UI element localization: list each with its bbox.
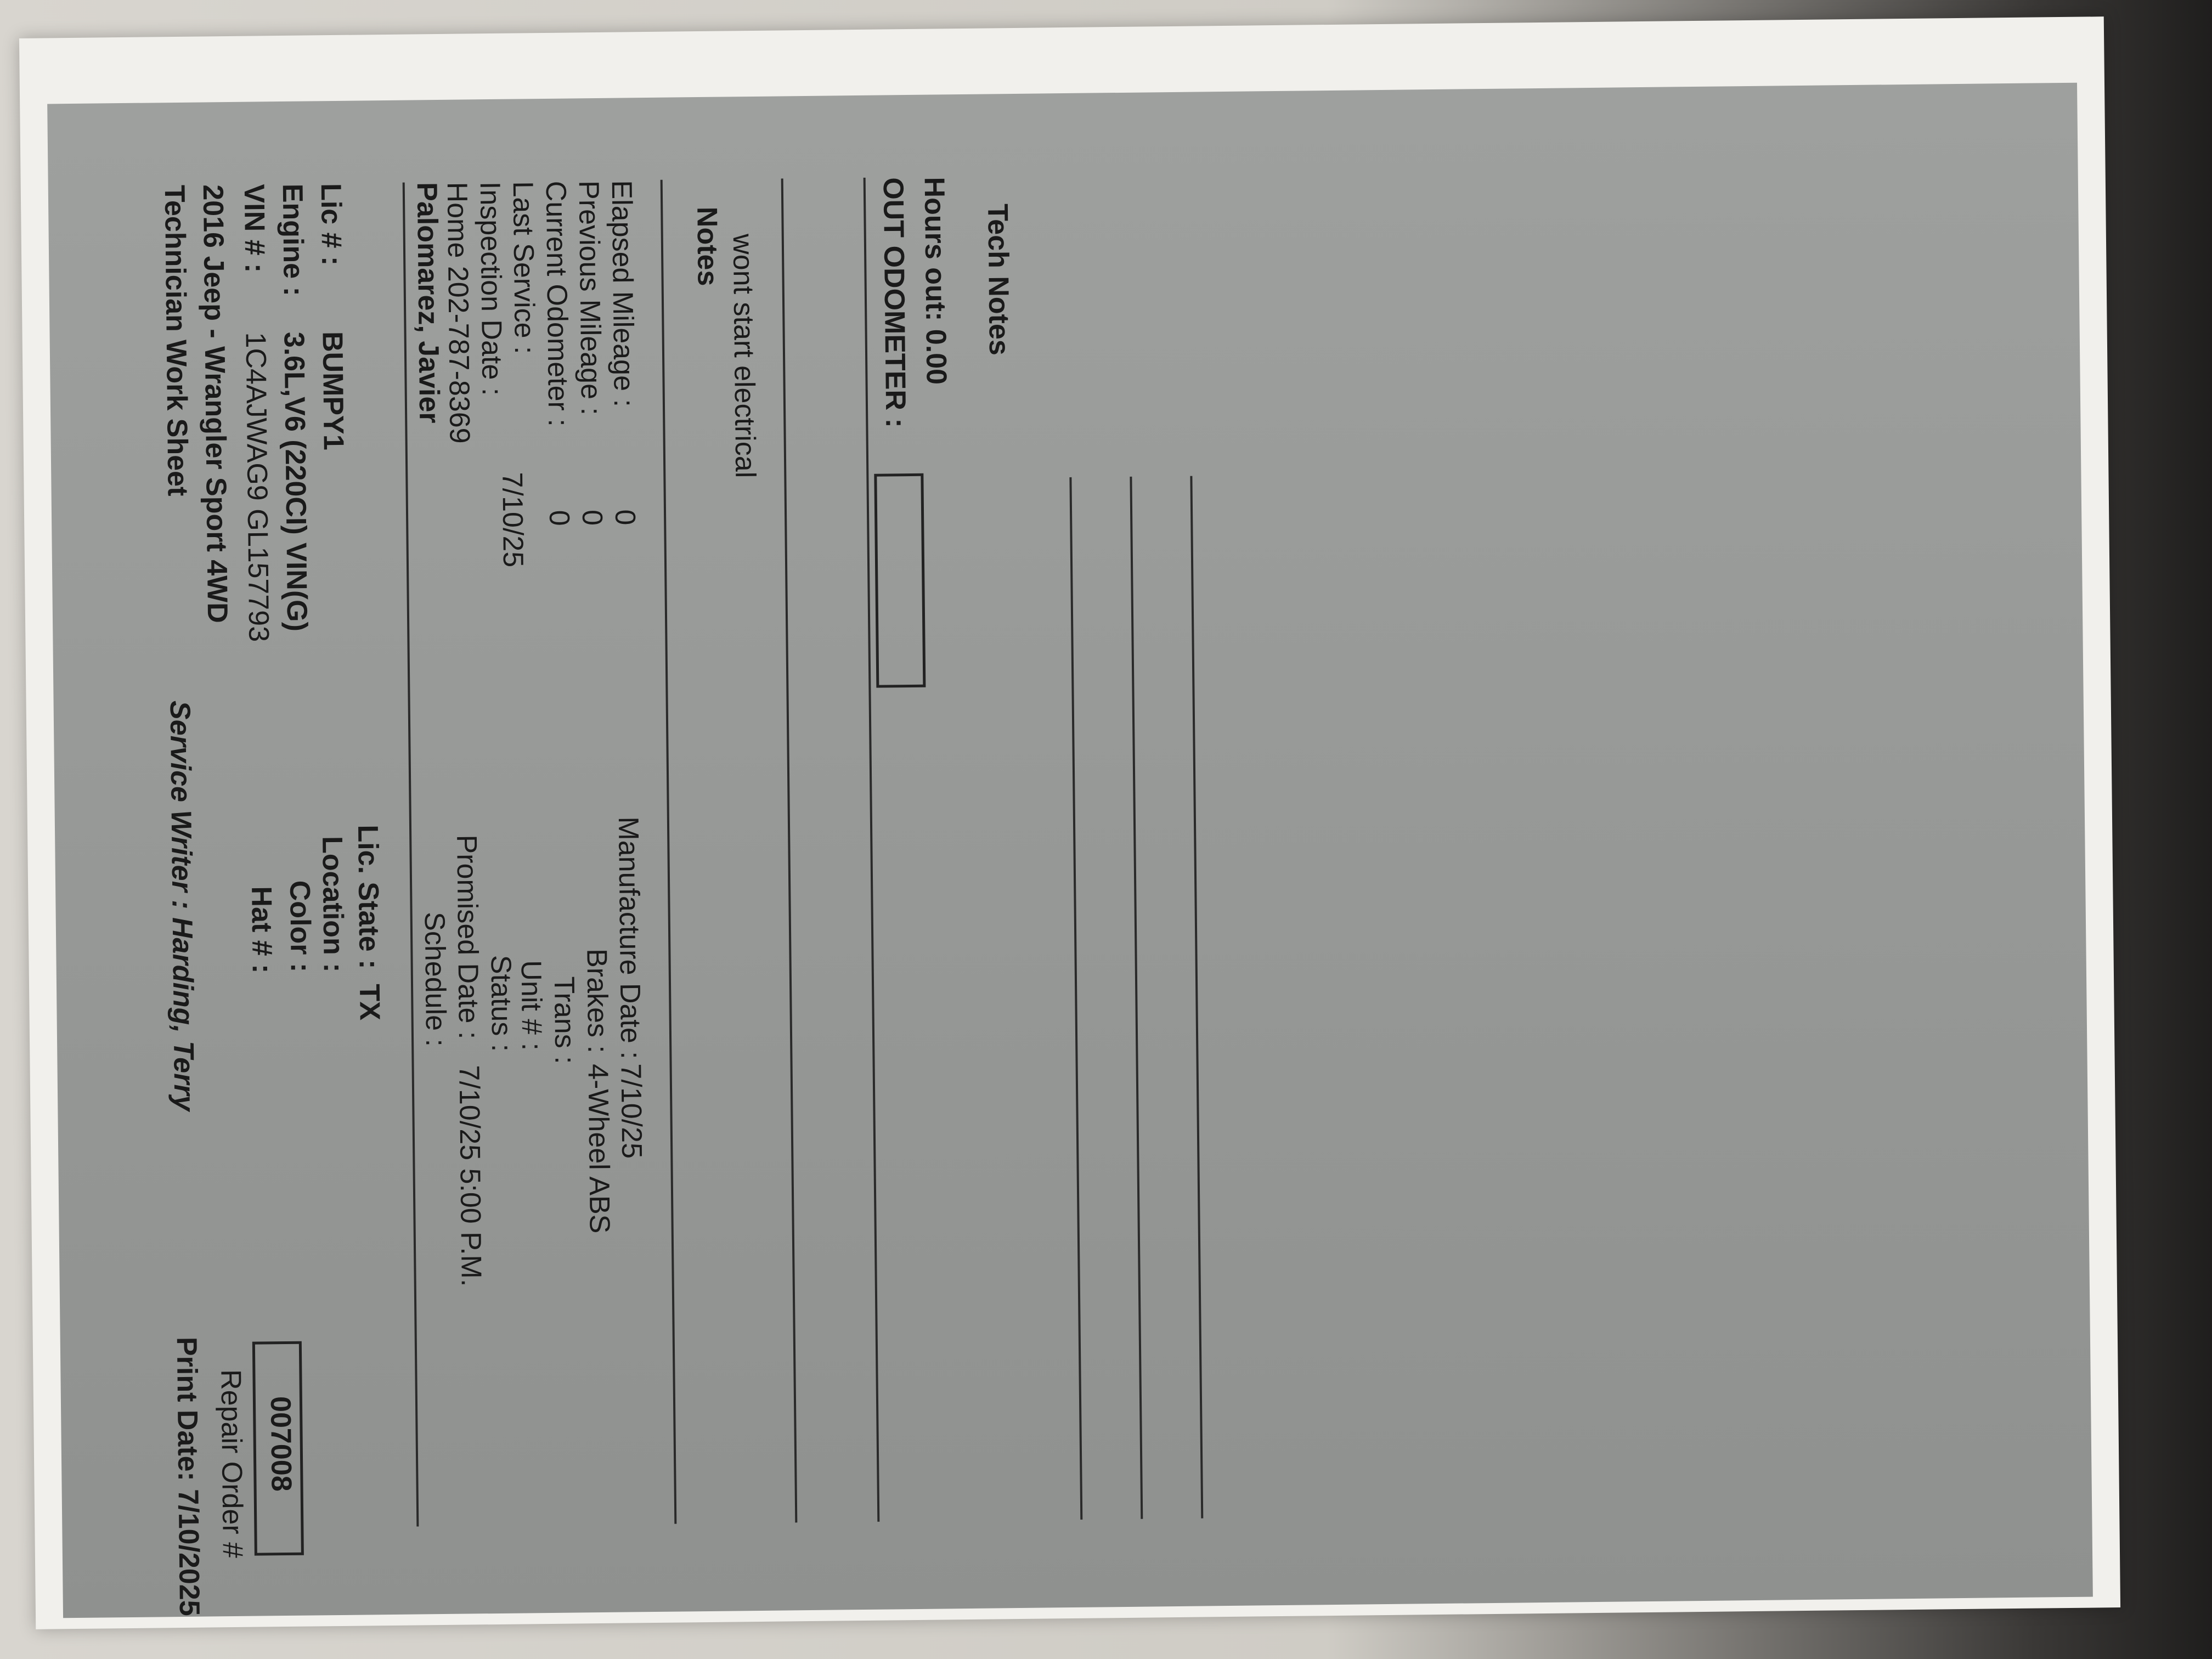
service-writer: Service Writer : Harding, Terry xyxy=(163,700,200,1111)
engine-value: 3.6L,V6 (220CI) VIN(G) xyxy=(278,331,313,632)
manufacture-date-label: Manufacture Date : xyxy=(612,816,647,1059)
hours-out: Hours out: 0.00 xyxy=(918,177,952,385)
previous-mileage-value: 0 xyxy=(575,509,608,526)
trans-label: Trans : xyxy=(548,976,581,1064)
tech-notes-heading: Tech Notes xyxy=(981,204,1015,356)
notes-divider xyxy=(781,178,798,1522)
current-odometer-value: 0 xyxy=(543,510,575,526)
work-sheet-document xyxy=(0,88,1577,1624)
elapsed-mileage-label: Elapsed Mileage : xyxy=(605,180,640,408)
engine-label: Engine : xyxy=(276,183,309,297)
lic-state-label: Lic. State : xyxy=(351,825,385,969)
color-label: Color : xyxy=(284,880,317,973)
out-odometer-label: OUT ODOMETER : xyxy=(877,177,912,428)
elapsed-mileage-value: 0 xyxy=(608,509,641,526)
customer-name: Palomarez, Javier xyxy=(410,182,445,424)
lic-label: Lic # : xyxy=(314,183,348,266)
brakes-value: 4-Wheel ABS xyxy=(582,1063,616,1234)
unit-label: Unit # : xyxy=(515,960,548,1051)
inspection-date-value: 7/10/25 xyxy=(496,472,529,568)
status-label: Status : xyxy=(484,955,518,1052)
hat-label: Hat # : xyxy=(245,886,278,974)
odometer-divider xyxy=(864,178,880,1522)
tech-notes-line-3 xyxy=(1190,476,1203,1519)
customer-divider xyxy=(661,180,677,1524)
notes-text: wont start electrical xyxy=(726,233,761,478)
promised-date-value: 7/10/25 5:00 P.M. xyxy=(453,1065,487,1287)
lic-state-value: TX xyxy=(353,984,386,1021)
lic-value: BUMPY1 xyxy=(316,331,349,451)
current-odometer-label: Current Odometer : xyxy=(539,180,574,427)
print-date: Print Date: 7/10/2025 xyxy=(170,1336,206,1616)
repair-order-label: Repair Order # xyxy=(215,1369,249,1559)
vin-value: 1C4AJWAG9 GL157793 xyxy=(239,332,275,642)
schedule-label: Schedule : xyxy=(418,911,452,1047)
out-odometer-input[interactable] xyxy=(874,473,926,688)
location-label: Location : xyxy=(316,836,349,973)
document-title: Technician Work Sheet xyxy=(158,184,194,496)
last-service-label: Last Service : xyxy=(506,181,540,354)
vin-label: VIN # : xyxy=(238,184,271,273)
notes-heading: Notes xyxy=(691,206,724,286)
vehicle-description: 2016 Jeep - Wrangler Sport 4WD xyxy=(196,184,234,624)
brakes-label: Brakes : xyxy=(580,948,614,1054)
previous-mileage-label: Previous Mileage : xyxy=(572,180,607,416)
manufacture-date-value: 7/10/25 xyxy=(614,1063,648,1159)
promised-date-label: Promised Date : xyxy=(450,834,485,1040)
printed-area xyxy=(47,83,2093,1618)
repair-order-number: 007008 xyxy=(264,1396,297,1492)
tech-notes-line-1 xyxy=(1069,477,1082,1520)
customer-phone: Home 202-787-8369 xyxy=(441,182,476,444)
inspection-date-label: Inspection Date : xyxy=(473,181,508,396)
paper-sheet xyxy=(19,16,2120,1629)
tech-notes-line-2 xyxy=(1130,477,1143,1519)
